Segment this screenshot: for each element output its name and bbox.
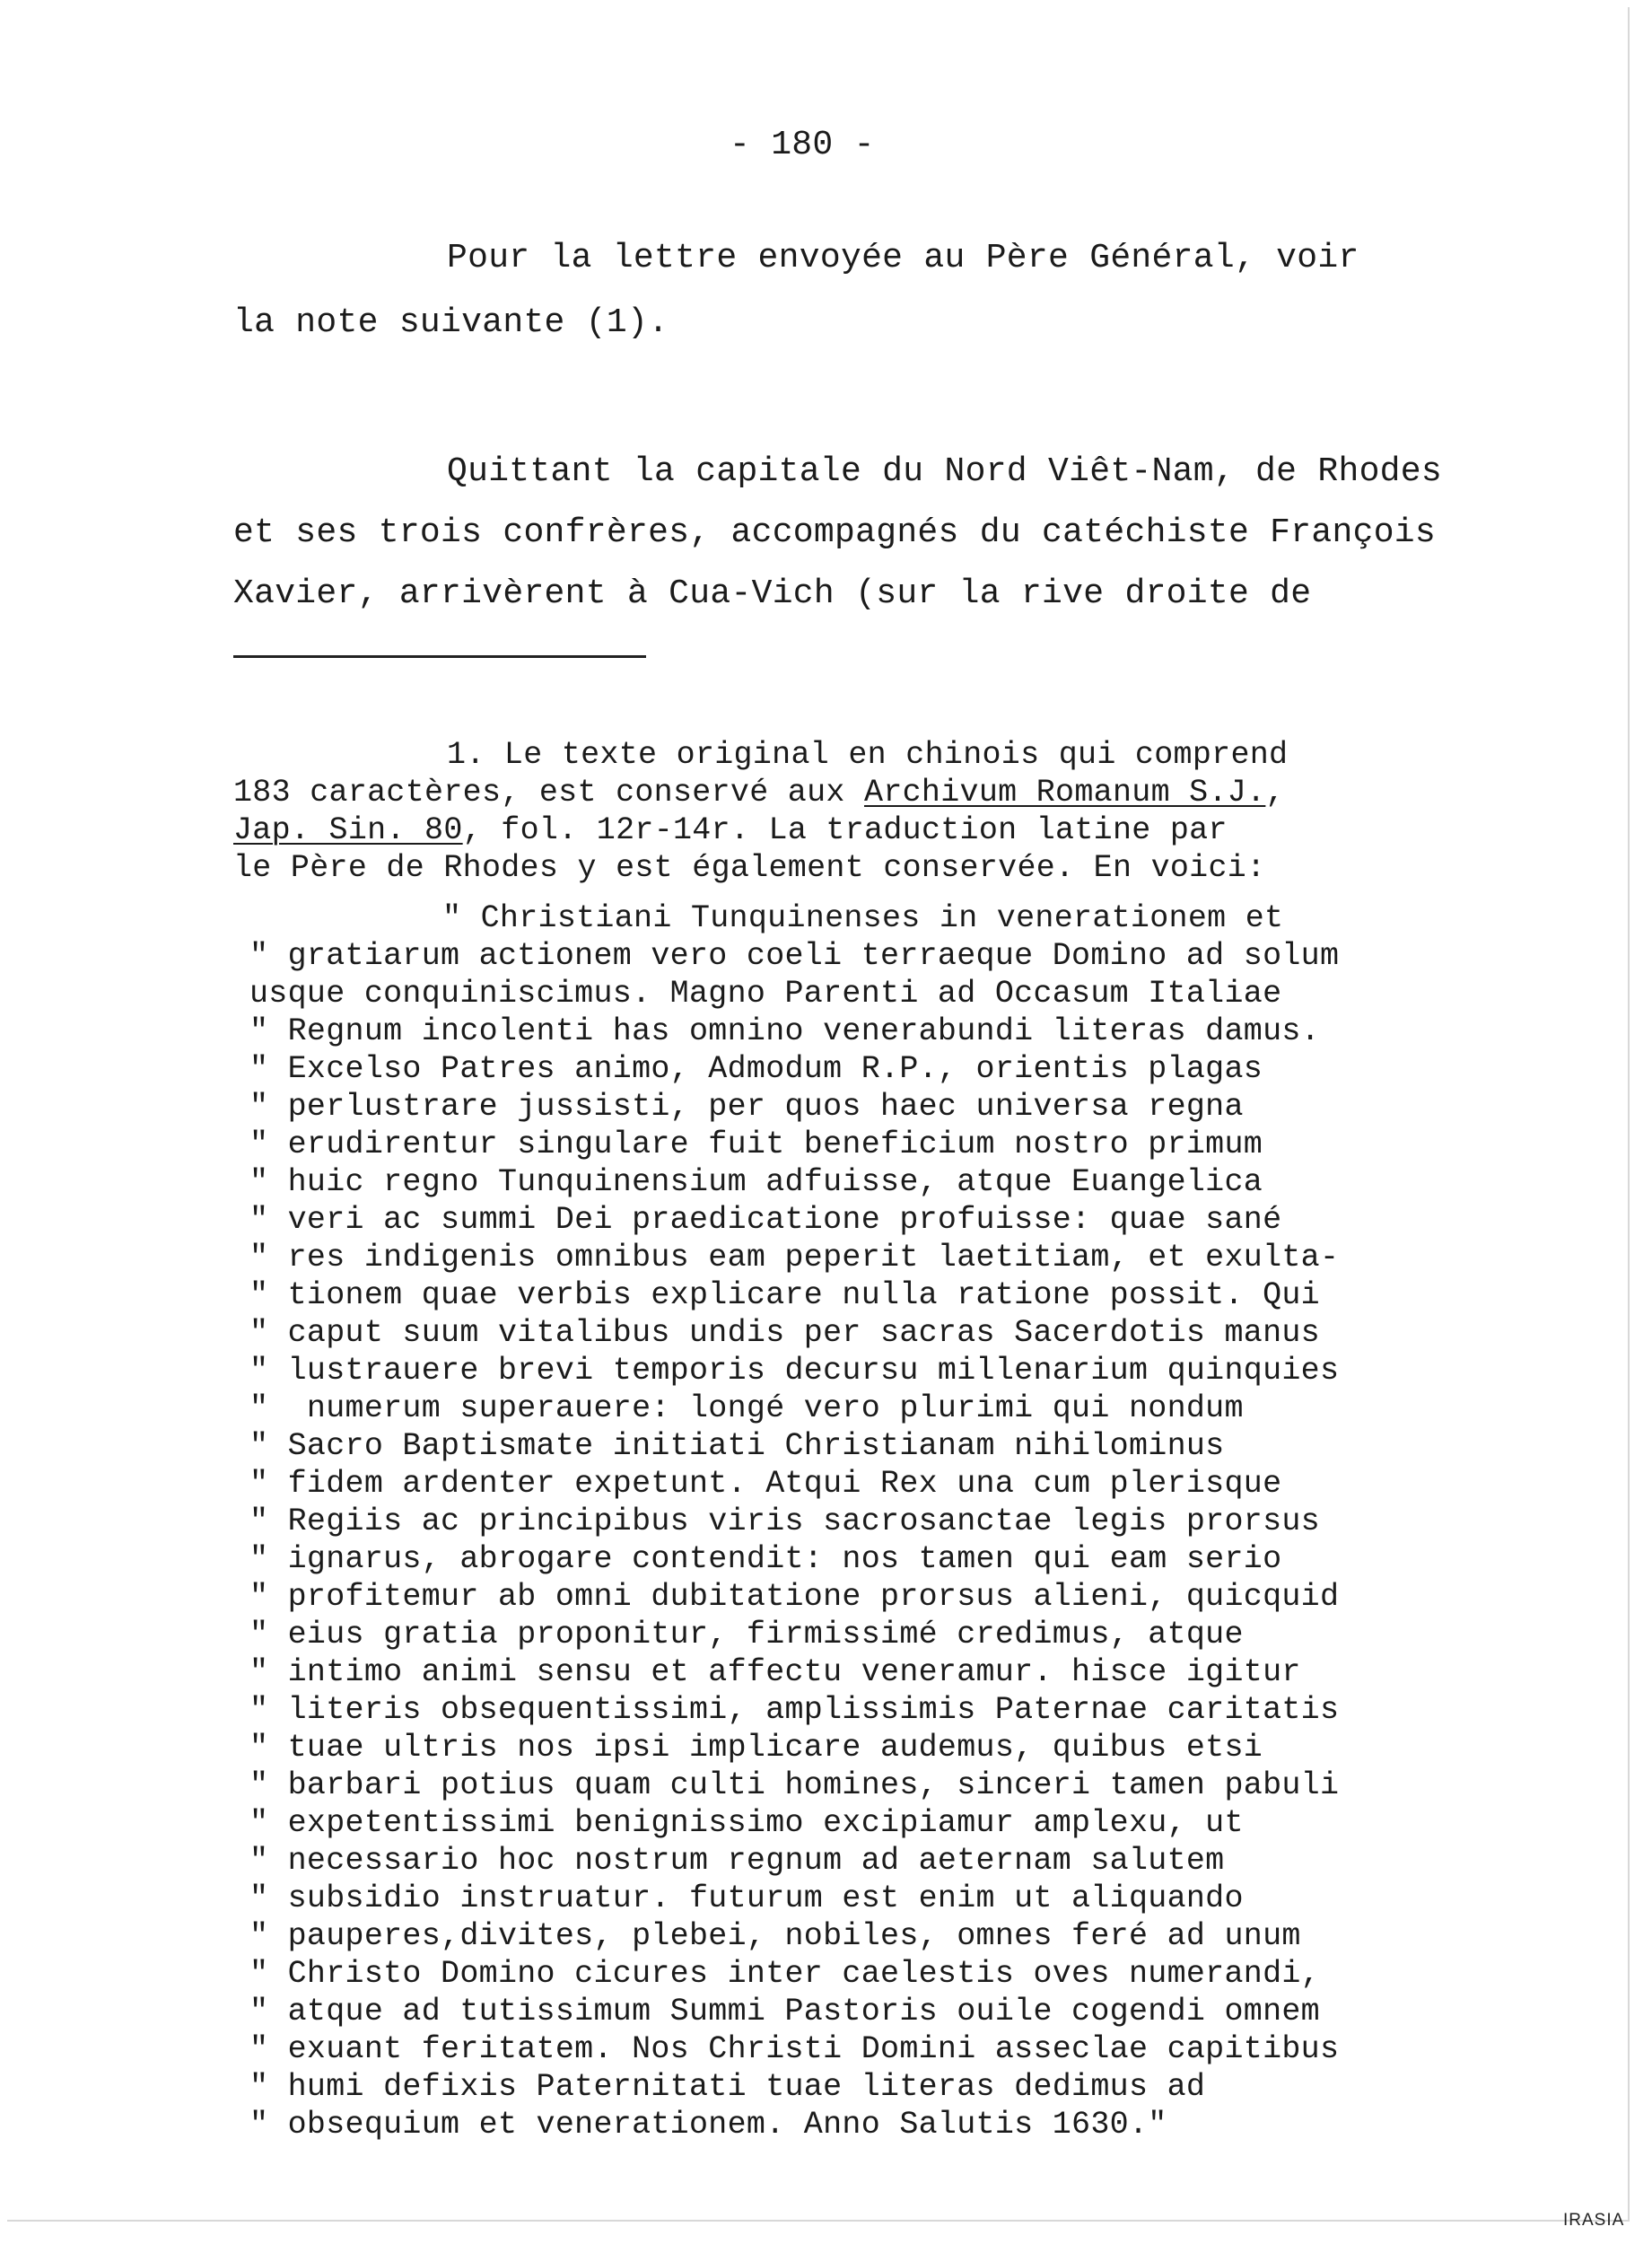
quote-line: " expetentissimi benignissimo excipiamur amplexu, ut bbox=[249, 1805, 1244, 1841]
quote-line: " caput suum vitalibus undis per sacras Sacerdotis manus bbox=[249, 1315, 1320, 1351]
quote-line: " huic regno Tunquinensium adfuisse, atque Euangelica bbox=[249, 1164, 1263, 1200]
narrative-line: Xavier, arrivèrent à Cua-Vich (sur la rive droite de bbox=[233, 574, 1312, 613]
narrative-line: Quittant la capitale du Nord Viêt-Nam, de Rhodes bbox=[447, 452, 1442, 491]
quote-line: " tuae ultris nos ipsi implicare audemus, quibus etsi bbox=[249, 1730, 1263, 1766]
quote-line: " Christo Domino cicures inter caelestis oves numerandi, bbox=[249, 1956, 1320, 1992]
quote-line: " numerum superauere: longé vero plurimi qui nondum bbox=[249, 1390, 1244, 1426]
narrative-line: et ses trois confrères, accompagnés du catéchiste François bbox=[233, 513, 1437, 552]
footnote-line bbox=[233, 775, 1285, 811]
quote-line: " Sacro Baptismate initiati Christianam nihilominus bbox=[249, 1428, 1225, 1464]
quote-line: " erudirentur singulare fuit beneficium nostro primum bbox=[249, 1126, 1263, 1162]
quote-line: " exuant feritatem. Nos Christi Domini asseclae capitibus bbox=[249, 2031, 1340, 2067]
quote-line: " subsidio instruatur. futurum est enim ut aliquando bbox=[249, 1880, 1244, 1916]
quote-line: " pauperes,divites, plebei, nobiles, omnes feré ad unum bbox=[249, 1918, 1301, 1954]
quote-line: " literis obsequentissimi, amplissimis Paternae caritatis bbox=[249, 1692, 1340, 1728]
quote-line: " perlustrare jussisti, per quos haec universa regna bbox=[249, 1089, 1244, 1125]
quote-line: " intimo animi sensu et affectu veneramur. hisce igitur bbox=[249, 1654, 1301, 1690]
footnote-text: 183 caractères, est conservé aux bbox=[233, 775, 865, 811]
archive-watermark: IRASIA bbox=[1563, 2211, 1625, 2230]
quote-line: " lustrauere brevi temporis decursu millenarium quinquies bbox=[249, 1353, 1340, 1389]
footnote-text: , fol. 12r-14r. La traduction latine par bbox=[462, 812, 1228, 848]
quote-line: " fidem ardenter expetunt. Atqui Rex una cum plerisque bbox=[249, 1466, 1282, 1502]
quote-line: " gratiarum actionem vero coeli terraeque Domino ad solum bbox=[249, 938, 1340, 974]
quote-line: " Christiani Tunquinenses in venerationem et bbox=[442, 900, 1284, 936]
quote-line: " res indigenis omnibus eam peperit laetitiam, et exulta- bbox=[249, 1240, 1340, 1275]
quote-line: " tionem quae verbis explicare nulla ratione possit. Qui bbox=[249, 1277, 1320, 1313]
quote-line: " barbari potius quam culti homines, sinceri tamen pabuli bbox=[249, 1767, 1340, 1803]
footnote-text: , bbox=[1265, 775, 1285, 811]
quote-line: " eius gratia proponitur, firmissimé credimus, atque bbox=[249, 1617, 1244, 1652]
quote-line: " ignarus, abrogare contendit: nos tamen qui eam serio bbox=[249, 1541, 1282, 1577]
footnote-line: 1. Le texte original en chinois qui comprend bbox=[447, 737, 1289, 773]
page-number: - 180 - bbox=[730, 126, 875, 164]
quote-line: usque conquiniscimus. Magno Parenti ad Occasum Italiae bbox=[249, 976, 1282, 1012]
intro-line: la note suivante (1). bbox=[233, 303, 669, 342]
footnote-line bbox=[233, 812, 1228, 848]
archive-reference: Archivum Romanum S.J. bbox=[864, 775, 1266, 811]
quote-line: " necessario hoc nostrum regnum ad aeternam salutem bbox=[249, 1843, 1225, 1879]
quote-line: " veri ac summi Dei praedicatione profuisse: quae sané bbox=[249, 1202, 1282, 1238]
document-page bbox=[7, 7, 1630, 2222]
intro-line: Pour la lettre envoyée au Père Général, voir bbox=[447, 239, 1359, 277]
quote-line: " Excelso Patres animo, Admodum R.P., orientis plagas bbox=[249, 1051, 1263, 1087]
footnote-separator bbox=[233, 655, 646, 658]
quote-line: " humi defixis Paternitati tuae literas dedimus ad bbox=[249, 2069, 1206, 2105]
quote-line: " Regiis ac principibus viris sacrosanctae legis prorsus bbox=[249, 1503, 1320, 1539]
quote-line: " atque ad tutissimum Summi Pastoris ouile cogendi omnem bbox=[249, 1994, 1320, 2029]
archive-reference: Jap. Sin. 80 bbox=[233, 812, 463, 848]
quote-line: " profitemur ab omni dubitatione prorsus alieni, quicquid bbox=[249, 1579, 1340, 1615]
quote-line: " Regnum incolenti has omnino venerabundi literas damus. bbox=[249, 1013, 1320, 1049]
quote-line: " obsequium et venerationem. Anno Salutis 1630." bbox=[249, 2107, 1167, 2143]
footnote-line: le Père de Rhodes y est également conservée. En voici: bbox=[233, 850, 1266, 886]
